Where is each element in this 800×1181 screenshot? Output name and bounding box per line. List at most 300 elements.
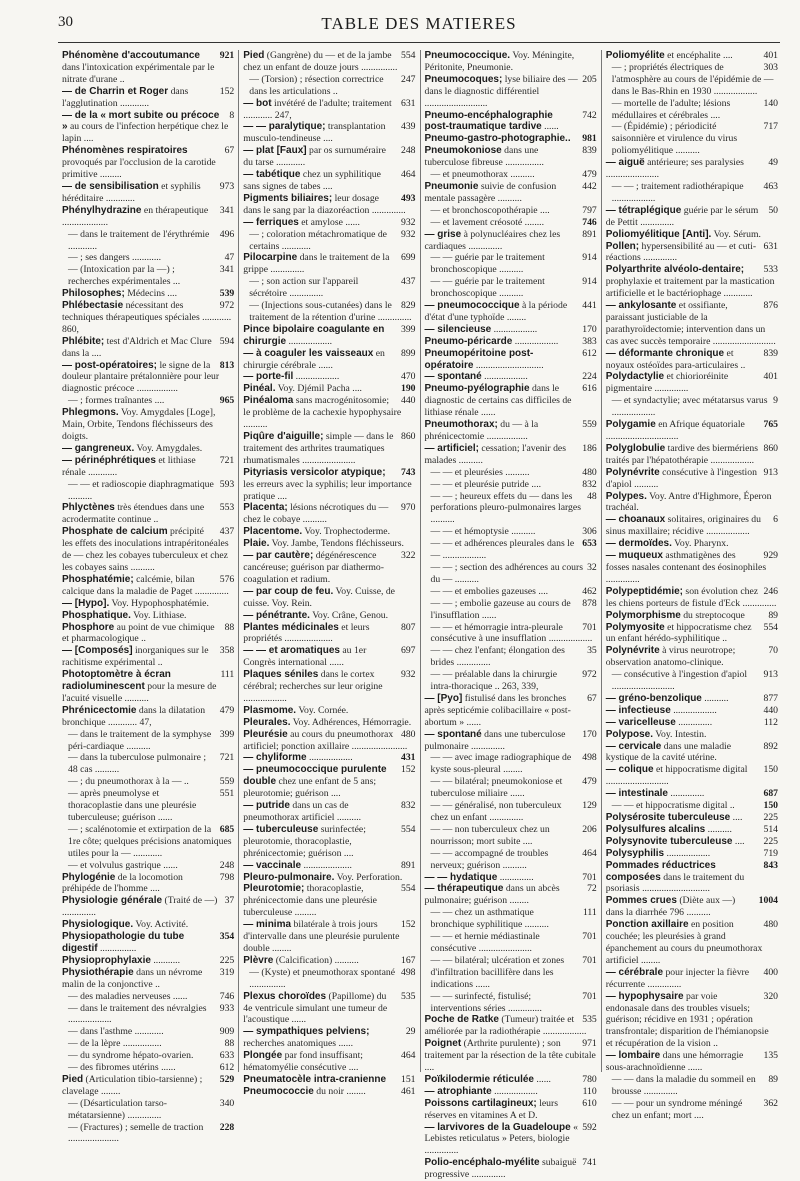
entry-text: — du syndrome hépato-ovarien.	[68, 1050, 194, 1062]
entry-text: guérie par le sérum de Pettit ..............	[605, 204, 759, 228]
entry-text: de la locomotion préhipéde de l'homme ....	[62, 871, 183, 895]
index-entry	[62, 336, 234, 360]
entry-page-ref: 110	[582, 1085, 597, 1097]
index-entry	[606, 241, 778, 265]
index-entry	[606, 836, 778, 848]
entry-page-ref: 559	[582, 419, 597, 431]
index-entry	[425, 217, 597, 229]
index-entry	[425, 669, 597, 693]
entry-page-ref: 480	[400, 728, 416, 740]
entry-page-ref: 1004	[758, 895, 778, 907]
entry-term: — atrophiante	[424, 1085, 492, 1097]
entry-page-ref: 401	[763, 50, 778, 61]
entry-text: hypersensibilité au — et cuti-réactions ..............	[605, 240, 757, 264]
entry-page-ref: 533	[763, 264, 778, 276]
entry-page-ref: 721	[219, 752, 235, 764]
index-entry	[425, 205, 597, 217]
entry-term: Pigments biliaires;	[243, 192, 333, 204]
index-entry	[425, 443, 597, 467]
index-entry	[62, 622, 234, 646]
entry-page-ref: 498	[400, 966, 416, 978]
entry-page-ref: 401	[763, 371, 778, 383]
entry-text: par os surnuméraire du tarse ............	[243, 145, 386, 169]
index-entry	[425, 348, 597, 372]
entry-page-ref: 539	[219, 288, 235, 300]
index-entry	[606, 550, 778, 586]
entry-text: Voy. Sérum.	[713, 228, 761, 240]
index-entry	[62, 395, 234, 407]
entry-text: et ossifiante, paraissant justiciable de la parathyroïdectomie; intervention dans un cas avec succès temporaire ..........................	[605, 300, 776, 347]
entry-text: dans un cas de pneumothorax artificiel ..........	[243, 800, 362, 823]
index-entry	[425, 729, 597, 753]
index-entry	[425, 538, 597, 562]
entry-text: (Arthrite purulente) ; son traitement par la résection de la tête cubitale ....	[424, 1038, 596, 1074]
entry-page-ref: 914	[582, 276, 597, 288]
entry-term: — muqueux	[605, 550, 663, 562]
index-entry	[606, 371, 778, 395]
entry-page-ref: 813	[219, 359, 235, 371]
entry-text: en position couchée; les pleurésies à grand épanchement au cours du pneumothorax artificiel ........	[605, 919, 763, 966]
entry-page-ref: 89	[768, 609, 778, 621]
index-entry	[243, 919, 415, 955]
entry-page-ref: 719	[763, 847, 778, 859]
entry-page-ref: 701	[582, 871, 597, 883]
entry-text: — ; ses dangers ............	[68, 252, 162, 264]
entry-term: Pleuro-pulmonaire.	[243, 871, 335, 883]
index-columns	[58, 50, 782, 1181]
index-entry	[243, 467, 415, 503]
entry-term: Polymyosite	[605, 621, 665, 633]
entry-page-ref: 921	[219, 50, 235, 61]
entry-term: Polio-encéphalo-myélite	[424, 1157, 540, 1169]
entry-page-ref: 70	[768, 645, 778, 657]
entry-page-ref: 140	[763, 97, 778, 109]
entry-term: Pneumo-péricarde	[424, 335, 513, 347]
entry-text: — (Désarticulation tarso-métatarsienne) ..............	[68, 1097, 167, 1121]
index-entry	[425, 479, 597, 491]
entry-page-ref: 479	[582, 776, 597, 788]
entry-page-ref: 400	[763, 966, 778, 978]
entry-page-ref: 8	[229, 109, 235, 121]
index-entry	[606, 610, 778, 622]
entry-term: — tuberculeuse	[243, 823, 319, 835]
entry-text: — (Épidémie) ; périodicité saisonnière et virulence du virus poliomyélitique ..........	[611, 121, 738, 157]
index-entry	[425, 824, 597, 848]
index-entry	[62, 1122, 234, 1146]
entry-text: — et syndactylie; avec métatarsus varus ..................	[611, 395, 768, 419]
entry-term: — lombaire	[605, 1050, 661, 1062]
index-entry	[606, 121, 778, 157]
entry-text: et encéphalite ....	[667, 50, 733, 61]
index-entry	[606, 729, 778, 741]
index-entry	[243, 371, 415, 383]
index-entry	[606, 491, 778, 515]
index-entry	[425, 1157, 597, 1181]
entry-term: — gangreneux.	[62, 442, 135, 454]
entry-page-ref: 839	[763, 347, 778, 359]
index-entry	[425, 1098, 597, 1122]
index-entry	[243, 383, 415, 395]
entry-text: Voy. Crâne, Genou.	[312, 609, 389, 621]
entry-text: à polynucléaires chez les cardiaques ..............	[424, 228, 561, 252]
index-entry	[425, 133, 597, 145]
entry-text: — — ; embolie gazeuse au cours de l'insufflation ......	[430, 597, 571, 621]
entry-page-ref: 480	[582, 466, 597, 478]
entry-text: dans une tuberculose pulmonaire ..............	[424, 728, 566, 752]
entry-term: Phylogénie	[62, 871, 116, 883]
entry-text: en thérapeutique ...................	[62, 204, 209, 228]
entry-text: test d'Aldrich et Mac Clure dans la ....	[62, 335, 212, 359]
entry-page-ref: 860	[400, 431, 416, 442]
entry-text: — et volvulus gastrique ......	[68, 859, 178, 871]
entry-text: provoqués par l'occlusion de la carotide primitive .........	[62, 157, 216, 181]
index-entry	[243, 348, 415, 372]
entry-text: et syphilis héréditaire ............	[62, 180, 201, 204]
entry-term: Plasmome.	[243, 704, 297, 716]
entry-text: — des maladies nerveuses ......	[68, 990, 188, 1002]
entry-page-ref: 341	[219, 264, 235, 276]
entry-text: — ; coloration métachromatique de certains ............	[249, 228, 387, 252]
entry-page-ref: 699	[400, 252, 416, 264]
entry-page-ref: 88	[224, 621, 235, 633]
index-entry	[425, 1122, 597, 1158]
entry-text: ..............	[499, 871, 534, 883]
entry-page-ref: 89	[768, 1073, 778, 1085]
entry-term: Physioprophylaxie	[62, 954, 151, 966]
entry-page-ref: 29	[405, 1026, 416, 1038]
entry-term: — sympathiques pelviens;	[243, 1026, 370, 1038]
index-entry	[243, 622, 415, 646]
entry-page-ref: 48	[587, 490, 597, 502]
entry-text: ..................	[309, 752, 353, 764]
entry-text: au cours du pneumothorax artificiel; ponction axillaire .......................	[243, 728, 408, 752]
index-entry	[62, 931, 234, 955]
entry-text: solitaires, originaires du sinus maxillaire; récidive ..................	[605, 514, 761, 538]
entry-page-ref: 616	[582, 383, 597, 395]
entry-text: ....	[734, 835, 745, 847]
entry-term: — artificiel;	[424, 442, 479, 454]
entry-page-ref: 6	[773, 514, 778, 526]
entry-text: surinfectée; pleurotomie, thoracoplastie, phrénicectomie; guérison ....	[243, 823, 366, 859]
index-entry	[425, 931, 597, 955]
index-entry	[62, 181, 234, 205]
index-entry	[606, 157, 778, 181]
entry-page-ref: 798	[219, 871, 235, 883]
entry-page-ref: 932	[400, 216, 416, 228]
entry-page-ref: 399	[400, 323, 416, 335]
entry-text: — ; du pneumothorax à la — ..	[68, 776, 189, 788]
entry-page-ref: 67	[587, 692, 597, 704]
index-entry	[62, 895, 234, 919]
entry-text: — dans la tuberculose pulmonaire ; 48 cas ..........	[68, 752, 207, 776]
entry-page-ref: 553	[219, 502, 235, 514]
entry-page-ref: 701	[582, 990, 597, 1002]
entry-term: — infectieuse	[605, 704, 671, 716]
entry-text: Voy. Cornée.	[298, 704, 349, 716]
index-entry	[425, 110, 597, 134]
entry-term: Poïkilodermie réticulée	[424, 1073, 534, 1085]
entry-text: — — et hémorragie intra-pleurale consécutive à une insufflation ..................	[430, 621, 593, 645]
index-entry	[62, 991, 234, 1003]
index-entry	[62, 919, 234, 931]
entry-term: — ferriques	[243, 216, 299, 228]
index-column-4	[601, 50, 782, 1121]
entry-text: nécessitant des techniques thérapeutiques spéciales ............ 860,	[62, 300, 232, 335]
index-entry	[425, 991, 597, 1015]
entry-term: Pneumococcique.	[424, 50, 511, 61]
index-entry	[62, 788, 234, 824]
entry-term: — silencieuse	[424, 323, 492, 335]
entry-term: Poissons cartilagineux;	[424, 1097, 537, 1109]
entry-text: — — chez un asthmatique bronchique syphilitique ..........	[430, 907, 549, 931]
entry-term: Phlébite;	[62, 335, 105, 347]
entry-term: Plexus choroïdes	[243, 990, 327, 1002]
entry-page-ref: 150	[763, 764, 778, 776]
entry-text: ..................	[484, 371, 528, 383]
index-entry	[606, 1050, 778, 1074]
entry-text: — — et hippocratisme digital ..	[611, 800, 735, 812]
entry-text: — — chez l'enfant; élongation des brides ..............	[430, 645, 565, 669]
index-entry	[425, 1038, 597, 1074]
entry-text: — — guérie par le traitement bronchoscopique ..........	[430, 252, 545, 276]
entry-text: Voy. Antre d'Highmore, Éperon trachéal.	[605, 490, 772, 514]
entry-text: — — dans la maladie du sommeil en brousse ..............	[611, 1073, 756, 1097]
entry-term: Pneumothorax;	[424, 419, 498, 431]
entry-page-ref: 461	[400, 1085, 416, 1097]
entry-term: Pommades réductrices composées	[605, 859, 716, 883]
entry-term: — — paralytique;	[243, 121, 326, 133]
entry-text: ..................	[673, 704, 717, 716]
entry-text: suivie de confusion mentale passagère ..........	[424, 180, 557, 204]
entry-page-ref: 913	[763, 466, 778, 478]
entry-term: — aiguë	[605, 157, 645, 169]
entry-term: Phosphore	[62, 621, 115, 633]
index-entry	[62, 86, 234, 110]
entry-term: — [Hypo].	[62, 597, 110, 609]
entry-text: dans la dilatation bronchique ............ 47,	[62, 704, 206, 728]
entry-term: — post-opératoires;	[62, 359, 158, 371]
entry-page-ref: 383	[582, 335, 597, 347]
entry-term: — chyliforme	[243, 752, 307, 764]
entry-page-ref: 535	[582, 1014, 597, 1026]
entry-page-ref: 746	[582, 216, 597, 228]
entry-term: Polyarthrite alvéolo-dentaire;	[605, 264, 745, 276]
entry-text: dans le traitement du psoriasis ............................	[605, 871, 745, 895]
entry-text: — mortelle de l'adulte; lésions médullaires et cérébrales ....	[611, 97, 731, 121]
index-entry	[243, 991, 415, 1027]
entry-text: consécutive à l'ingestion d'apiol ..........	[605, 466, 757, 490]
entry-page-ref: 431	[400, 752, 416, 764]
index-entry	[62, 110, 234, 146]
entry-page-ref: 303	[763, 61, 778, 73]
entry-term: Philosophes;	[62, 288, 125, 300]
index-entry	[425, 907, 597, 931]
index-entry	[243, 276, 415, 300]
entry-text: en chirurgie cérébrale ......	[243, 347, 385, 371]
entry-text: — ; propriétés électriques de l'atmosphère au cours de l'épidémie de — dans le Bas-Rhin en 1930 ..................	[611, 61, 774, 97]
entry-text: au cours de l'infection herpétique chez le lapin ....	[62, 121, 229, 145]
index-entry	[243, 121, 415, 145]
index-entry	[606, 741, 778, 765]
entry-text: précipité les effets des inoculations intrapéritonéales de — chez les cobayes tuberculeux et chez les cobayes sains ..........	[62, 526, 229, 573]
entry-term: — plat [Faux]	[243, 145, 307, 157]
entry-text: — — surinfecté, fistulisé; interventions séries ..............	[430, 990, 542, 1014]
entry-text: et hippocratisme digital ..........................	[605, 764, 748, 788]
entry-text: — — ; section des adhérences au cours du — ..........	[430, 561, 584, 585]
index-column-3	[420, 50, 601, 1181]
index-entry	[62, 955, 234, 967]
entry-text: pour injecter la fièvre récurrente ..............	[605, 966, 750, 990]
entry-text: Voy. Pharynx.	[674, 538, 729, 550]
index-entry	[606, 895, 778, 919]
entry-page-ref: 914	[582, 252, 597, 264]
entry-page-ref: 152	[400, 919, 416, 931]
entry-page-ref: 832	[582, 478, 597, 490]
entry-term: — colique	[605, 764, 654, 776]
entry-page-ref: 399	[219, 728, 235, 740]
entry-page-ref: 152	[219, 85, 235, 97]
index-entry	[606, 514, 778, 538]
index-entry	[425, 383, 597, 419]
entry-page-ref: 559	[219, 776, 235, 788]
entry-term: — pneumococcique	[424, 300, 520, 312]
entry-text: lyse biliaire des — dans le diagnostic différentiel ..........................	[424, 73, 578, 109]
index-entry	[606, 98, 778, 122]
index-entry	[243, 764, 415, 800]
entry-term: — de Charrin et Roger	[62, 85, 169, 97]
entry-term: Poliomyélite	[605, 50, 665, 61]
entry-term: Phlegmons.	[62, 407, 119, 419]
index-entry	[606, 395, 778, 419]
entry-text: — dans le traitement des névralgies ..................	[68, 1002, 207, 1026]
index-entry	[425, 300, 597, 324]
entry-text: — — et adhérences pleurales dans le — ..................	[430, 538, 575, 562]
entry-text: Voy. Cuisse, de cuisse. Voy. Rein.	[243, 585, 395, 609]
index-entry	[425, 1074, 597, 1086]
index-entry	[606, 848, 778, 860]
index-entry	[243, 860, 415, 872]
entry-term: Plongée	[243, 1050, 283, 1062]
entry-page-ref: 535	[400, 990, 416, 1002]
index-entry	[243, 955, 415, 967]
entry-page-ref: 354	[219, 931, 235, 943]
entry-text: subaiguë progressive ..............	[424, 1157, 577, 1181]
entry-text: — — bilatéral; ulcération et zones d'infiltration bacillifère dans les indications ......	[430, 954, 565, 990]
entry-text: Voy. Adhérences, Hémorragie.	[292, 716, 412, 728]
entry-page-ref: 877	[763, 692, 778, 704]
entry-text: — — et pleurésie putride ....	[430, 478, 542, 490]
entry-text: du streptocoque	[683, 609, 745, 621]
index-entry	[62, 526, 234, 574]
entry-text: invétéré de l'adulte; traitement ............ 247,	[243, 97, 392, 121]
entry-text: calcémie, bilan calcique dans la maladie de Paget ..............	[62, 573, 229, 597]
index-entry	[62, 1003, 234, 1027]
index-entry	[425, 622, 597, 646]
index-entry	[62, 1038, 234, 1050]
entry-page-ref: 576	[219, 573, 235, 585]
entry-text: (Articulation tibio-tarsienne) ; clavelage ........	[62, 1073, 203, 1097]
entry-page-ref: 248	[400, 145, 416, 157]
entry-term: Pinéal.	[243, 383, 276, 395]
entry-term: Pneumocoques;	[424, 73, 503, 85]
entry-page-ref: 129	[582, 800, 597, 812]
entry-page-ref: 742	[582, 109, 597, 121]
entry-page-ref: 891	[400, 859, 416, 871]
entry-text: très étendues dans une acrodermatite continue ..	[62, 502, 205, 526]
entry-text: ..................	[494, 1085, 538, 1097]
index-column-1	[58, 50, 238, 1145]
entry-text: — — et radioscopie diaphragmatique ..........	[68, 478, 214, 502]
entry-page-ref: 228	[219, 1121, 235, 1133]
index-entry	[606, 693, 778, 705]
entry-term: — pneumococcique purulente double	[243, 764, 387, 788]
entry-page-ref: 248	[219, 859, 235, 871]
entry-text: lésions nécrotiques du — chez le cobaye ..........	[243, 502, 389, 526]
index-entry	[62, 705, 234, 729]
entry-page-ref: 341	[219, 204, 235, 216]
entry-page-ref: 225	[219, 954, 235, 966]
entry-page-ref: 551	[219, 788, 235, 800]
entry-page-ref: 514	[763, 823, 778, 835]
entry-text: et amylose ......	[301, 216, 360, 228]
entry-text: dans une maladie kystique de la cavité utérine.	[605, 740, 732, 764]
index-entry	[606, 1074, 778, 1098]
index-entry	[243, 252, 415, 276]
entry-term: Phosphatémie;	[62, 573, 134, 585]
index-entry	[62, 824, 234, 860]
entry-term: — thérapeutique	[424, 883, 504, 895]
index-entry	[62, 752, 234, 776]
index-entry	[243, 645, 415, 669]
index-entry	[425, 491, 597, 527]
entry-text: ..............	[678, 716, 713, 728]
index-entry	[62, 1050, 234, 1062]
index-entry	[243, 729, 415, 753]
entry-term: Pneumo-gastro-photographie..	[424, 133, 571, 145]
entry-page-ref: 965	[219, 395, 235, 407]
entry-text: du noir ........	[316, 1085, 366, 1097]
entry-page-ref: 440	[763, 704, 778, 716]
index-entry	[606, 860, 778, 896]
entry-text: son évolution chez les chiens porteurs de fistule d'Eck ..............	[605, 585, 777, 609]
entry-text: dégénérescence cancéreuse; guérison par diathermo-coagulation et radium.	[243, 550, 384, 585]
index-entry	[243, 300, 415, 324]
index-entry	[243, 872, 415, 884]
entry-page-ref: 437	[219, 526, 235, 538]
index-entry	[243, 1026, 415, 1050]
entry-text: — — guérie par le traitement bronchoscopique ..........	[430, 276, 545, 300]
entry-page-ref: 170	[582, 728, 597, 740]
entry-text: — dans le traitement de l'érythrémie ............	[68, 228, 210, 252]
entry-page-ref: 807	[400, 621, 416, 633]
entry-page-ref: 529	[219, 1073, 235, 1085]
entry-text: asthmatigènes des fosses nasales contenant des éosinophiles ..............	[605, 550, 767, 585]
entry-text: — ; son action sur l'appareil sécrétoire ..............	[249, 276, 359, 300]
entry-page-ref: 111	[220, 669, 235, 681]
entry-term: Piqûre d'aiguille;	[243, 431, 324, 442]
entry-text: ..............	[670, 788, 705, 800]
entry-term: Pinéaloma	[243, 395, 294, 407]
entry-text: Médecins ....	[127, 288, 177, 300]
entry-text: — et lavement créosoté ........	[430, 216, 545, 228]
entry-text: — et bronchoscopothérapie ....	[430, 204, 550, 216]
entry-page-ref: 362	[763, 1097, 778, 1109]
index-entry	[243, 610, 415, 622]
entry-page-ref: 780	[582, 1073, 597, 1085]
index-entry	[62, 1026, 234, 1038]
entry-text: (Traité de —) ..............	[62, 895, 218, 919]
index-entry	[62, 574, 234, 598]
